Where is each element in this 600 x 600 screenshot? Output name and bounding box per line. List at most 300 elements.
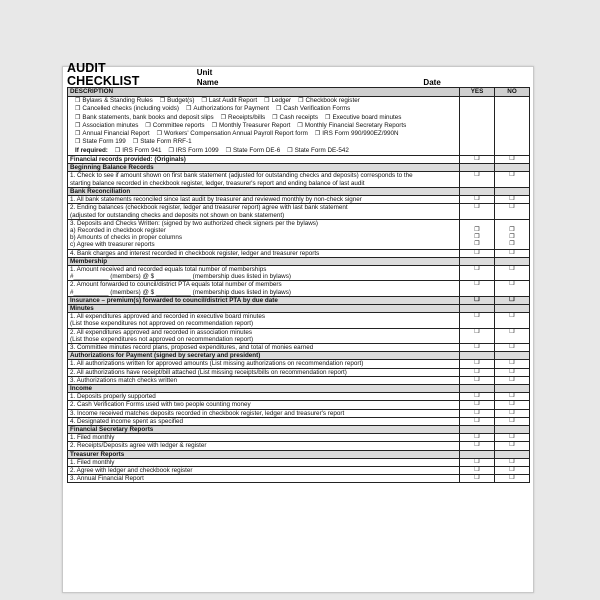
option-line <box>70 105 457 113</box>
checkbox-icon[interactable]: ❐ <box>272 114 278 121</box>
no-checkbox-icon[interactable]: ❐ <box>509 226 515 233</box>
checklist-row <box>68 368 530 376</box>
document-option[interactable] <box>201 97 257 104</box>
checklist-item-text <box>68 249 460 257</box>
no-cell <box>495 343 530 351</box>
item-line: 3. Committee minutes record plans, proposed expenditures, and total of monies earned <box>70 343 314 351</box>
item-line: 1. All expenditures approved and recorded in executive board minutes <box>70 313 265 321</box>
no-cell <box>495 328 530 343</box>
no-checkbox-icon[interactable]: ❐ <box>509 417 515 424</box>
no-checkbox-icon[interactable]: ❐ <box>509 234 515 241</box>
item-line: 3. Annual Financial Report <box>70 475 144 483</box>
item-line: (List those expenditures not approved on recommendation report) <box>70 335 254 343</box>
item-line: c) Agree with treasurer reports <box>70 241 155 249</box>
yes-cell <box>460 417 495 425</box>
item-line: Financial records provided: (Originals) <box>70 156 186 164</box>
no-checkbox-icon[interactable]: ❐ <box>509 265 515 272</box>
yes-cell <box>460 196 495 204</box>
option-label: Ledger <box>271 97 292 104</box>
checklist-item-text <box>68 204 460 219</box>
no-cell <box>495 458 530 466</box>
checkbox-icon[interactable]: ❐ <box>75 98 81 104</box>
document-option[interactable] <box>157 130 308 137</box>
required-form-option[interactable] <box>115 147 162 154</box>
checkbox-icon[interactable]: ❐ <box>114 147 121 154</box>
option-label: State Form RRF-1 <box>140 138 192 146</box>
no-checkbox-icon[interactable]: ❐ <box>509 376 515 383</box>
checkbox-icon[interactable]: ❐ <box>168 147 174 154</box>
section-title <box>68 187 460 195</box>
option-label: State Form DE-542 <box>294 146 349 154</box>
checkbox-icon[interactable]: ❐ <box>314 131 321 138</box>
yes-checkbox-icon[interactable]: ❐ <box>474 265 480 272</box>
section-header-row <box>68 187 530 195</box>
no-cell <box>495 475 530 483</box>
section-title <box>68 304 460 312</box>
no-checkbox-icon[interactable]: ❐ <box>509 368 515 375</box>
checklist-item-text <box>68 196 460 204</box>
checkbox-icon[interactable]: ❐ <box>201 98 207 104</box>
audit-checklist-sheet <box>62 61 534 593</box>
checklist-item-text <box>68 360 460 368</box>
item-line: a) Recorded in checkbook register <box>70 226 166 234</box>
spacer <box>497 320 527 327</box>
yes-cell <box>460 368 495 376</box>
option-line <box>70 97 457 105</box>
no-checkbox-icon[interactable]: ❐ <box>509 328 515 335</box>
section-title <box>68 296 460 304</box>
no-cell <box>495 156 530 164</box>
document-option[interactable] <box>221 114 266 121</box>
checklist-row <box>68 313 530 328</box>
option-line <box>70 130 457 138</box>
no-checkbox-icon[interactable]: ❐ <box>509 249 515 256</box>
yes-checkbox-icon[interactable]: ❐ <box>474 196 480 203</box>
section-header-row <box>68 384 530 392</box>
no-checkbox-icon[interactable]: ❐ <box>509 204 515 211</box>
no-cell <box>495 196 530 204</box>
option-label: Cash receipts <box>279 113 319 121</box>
checkbox-icon[interactable]: ❐ <box>159 98 166 104</box>
document-option[interactable] <box>75 97 153 104</box>
no-checkbox-icon[interactable]: ❐ <box>509 196 515 203</box>
checkbox-icon[interactable]: ❐ <box>186 106 192 113</box>
yes-checkbox-icon[interactable]: ❐ <box>474 368 480 375</box>
checklist-row <box>68 204 530 219</box>
option-label: IRS Form 941 <box>122 146 162 154</box>
spacer <box>497 212 527 219</box>
yes-cell <box>460 296 495 304</box>
no-checkbox-icon[interactable]: ❐ <box>509 296 515 303</box>
checkbox-icon[interactable]: ❐ <box>225 147 231 154</box>
no-checkbox-icon[interactable]: ❐ <box>509 467 515 473</box>
required-form-option[interactable] <box>287 147 349 154</box>
no-checkbox-icon[interactable]: ❐ <box>509 401 515 408</box>
option-label: Bylaws & Standing Rules <box>82 97 153 104</box>
checkbox-icon[interactable]: ❐ <box>211 122 217 129</box>
no-checkbox-icon[interactable]: ❐ <box>509 241 515 248</box>
no-checkbox-icon[interactable]: ❐ <box>509 434 515 441</box>
option-label: Checkbook register <box>305 97 360 104</box>
document-option[interactable] <box>298 97 360 104</box>
yes-cell <box>460 425 495 433</box>
no-cell <box>495 304 530 312</box>
no-checkbox-icon[interactable]: ❐ <box>509 172 515 179</box>
document-option[interactable] <box>212 122 291 129</box>
option-label: IRS Form 990/990EZ/990N <box>322 130 399 138</box>
spacer <box>462 180 492 187</box>
checkbox-icon[interactable]: ❐ <box>75 114 81 121</box>
document-option[interactable] <box>75 130 150 137</box>
no-cell <box>495 249 530 257</box>
checklist-row <box>68 401 530 409</box>
checklist-item-text <box>68 467 460 475</box>
checklist-row <box>68 393 530 401</box>
option-label: Cancelled checks (including voids) <box>82 105 179 113</box>
checklist-item-text <box>68 442 460 450</box>
item-line: 3. Income received matches deposits recorded in checkbook register, ledger and treasurer's report <box>70 409 345 417</box>
section-title <box>68 425 460 433</box>
yes-cell <box>460 475 495 483</box>
yes-cell <box>460 434 495 442</box>
spacer <box>462 336 492 343</box>
yes-cell <box>460 257 495 265</box>
yes-checkbox-icon[interactable]: ❐ <box>474 360 480 367</box>
no-cell <box>495 368 530 376</box>
no-cell <box>495 434 530 442</box>
yes-checkbox-icon[interactable]: ❐ <box>474 281 480 288</box>
checkbox-icon[interactable]: ❐ <box>297 122 303 129</box>
yes-cell <box>460 328 495 343</box>
checkbox-icon[interactable]: ❐ <box>75 139 81 146</box>
document-option[interactable] <box>145 122 204 129</box>
yes-checkbox-icon[interactable]: ❐ <box>474 204 480 211</box>
checklist-item-text <box>68 281 460 296</box>
yes-checkbox-icon[interactable]: ❐ <box>474 376 480 383</box>
section-header-row <box>68 304 530 312</box>
checkbox-icon[interactable]: ❐ <box>132 139 139 146</box>
document-option[interactable] <box>315 130 399 137</box>
option-label: State Form 199 <box>82 138 126 146</box>
yes-checkbox-icon[interactable]: ❐ <box>474 226 480 233</box>
no-column-header: NO <box>495 88 530 97</box>
yes-cell <box>460 360 495 368</box>
no-checkbox-icon[interactable]: ❐ <box>509 313 515 320</box>
yes-cell <box>460 172 495 187</box>
item-line: 1. Filed monthly <box>70 434 115 442</box>
yes-checkbox-icon[interactable]: ❐ <box>474 249 480 256</box>
no-cell <box>495 384 530 392</box>
yes-cell <box>460 343 495 351</box>
item-line: 1. Check to see if amount shown on first bank statement (adjusted for outstanding checks and deposits) corresponds to the <box>70 172 413 180</box>
item-line: 4. Bank charges and interest recorded in checkbook register, ledger and treasurer reports <box>70 249 320 257</box>
checkbox-icon[interactable]: ❐ <box>75 106 81 113</box>
section-header-row <box>68 296 530 304</box>
no-checkbox-icon[interactable]: ❐ <box>509 442 515 449</box>
checklist-header <box>67 61 529 88</box>
item-line: 2. Ending balances (checkbook register, ledger and treasurer report) agree with last bank statement <box>70 204 348 212</box>
section-title <box>68 164 460 172</box>
yes-cell <box>460 376 495 384</box>
item-line: 1. All bank statements reconciled since last audit by treasurer and reviewed monthly by non-check signer <box>70 196 362 204</box>
checklist-item-text <box>68 376 460 384</box>
section-header-row <box>68 450 530 458</box>
table-header-row <box>68 88 530 97</box>
option-label: IRS Form 1099 <box>175 146 219 154</box>
option-line <box>70 138 457 146</box>
item-line: 1. Deposits properly supported <box>70 393 156 401</box>
yes-checkbox-icon[interactable]: ❐ <box>474 328 480 335</box>
checklist-item-text <box>68 313 460 328</box>
yes-checkbox-icon[interactable]: ❐ <box>474 467 480 473</box>
description-options <box>68 97 460 156</box>
yes-cell <box>460 450 495 458</box>
item-line: b) Amounts of checks in proper columns <box>70 234 182 242</box>
checklist-item-text <box>68 343 460 351</box>
item-line: 4. Designated income spent as specified <box>70 417 184 425</box>
yes-checkbox-icon[interactable]: ❐ <box>474 313 480 320</box>
checklist-item-text <box>68 393 460 401</box>
checklist-row <box>68 281 530 296</box>
no-checkbox-icon[interactable]: ❐ <box>509 393 515 400</box>
no-cell-empty <box>495 97 530 156</box>
item-line: 2. All authorizations have receipt/bill attached (List missing receipts/bills on recommendation report) <box>70 368 347 376</box>
no-cell <box>495 442 530 450</box>
yes-checkbox-icon[interactable]: ❐ <box>474 172 480 179</box>
document-option[interactable] <box>264 97 291 104</box>
yes-cell <box>460 409 495 417</box>
no-cell <box>495 281 530 296</box>
item-line: 1. All authorizations written for approved amounts (List missing authorizations on recommendation report) <box>70 360 364 368</box>
item-line: Minutes <box>70 304 94 312</box>
no-checkbox-icon[interactable]: ❐ <box>509 409 515 416</box>
checkbox-icon[interactable]: ❐ <box>75 122 81 129</box>
no-cell <box>495 425 530 433</box>
document-option[interactable] <box>133 138 192 145</box>
yes-checkbox-icon[interactable]: ❐ <box>474 401 480 408</box>
checklist-item-text <box>68 475 460 483</box>
checklist-row <box>68 376 530 384</box>
option-label: Executive board minutes <box>332 113 402 121</box>
checklist-item-text <box>68 401 460 409</box>
item-line: 3. Authorizations match checks written <box>70 376 178 384</box>
date-label: Date <box>423 78 441 87</box>
description-options-row <box>68 97 530 156</box>
checklist-row <box>68 442 530 450</box>
no-cell <box>495 450 530 458</box>
required-form-option[interactable] <box>226 147 281 154</box>
checkbox-icon[interactable]: ❐ <box>287 147 293 154</box>
spacer <box>497 180 527 187</box>
spacer <box>462 212 492 219</box>
checklist-row <box>68 475 530 483</box>
yes-checkbox-icon[interactable]: ❐ <box>474 442 480 449</box>
no-checkbox-icon[interactable]: ❐ <box>509 343 515 350</box>
checkbox-icon[interactable]: ❐ <box>145 122 151 129</box>
no-checkbox-icon[interactable]: ❐ <box>509 281 515 288</box>
document-option[interactable] <box>75 105 179 112</box>
document-option[interactable] <box>325 114 401 121</box>
checklist-item-text <box>68 434 460 442</box>
item-line: Income <box>70 384 93 392</box>
yes-cell-empty <box>460 97 495 156</box>
yes-checkbox-icon[interactable]: ❐ <box>474 458 480 465</box>
option-label: Last Audit Report <box>208 97 258 104</box>
no-checkbox-icon[interactable]: ❐ <box>509 458 515 465</box>
yes-cell <box>460 265 495 280</box>
checklist-item-text <box>68 265 460 280</box>
spacer <box>497 336 527 343</box>
item-line: 2. All expenditures approved and recorded in association minutes <box>70 328 253 336</box>
yes-checkbox-icon[interactable]: ❐ <box>474 234 480 241</box>
spacer <box>497 220 527 227</box>
spacer <box>462 220 492 227</box>
option-label: Workers' Compensation Annual Payroll Report form <box>164 130 308 138</box>
no-checkbox-icon[interactable]: ❐ <box>509 156 515 163</box>
no-checkbox-icon[interactable]: ❐ <box>509 475 515 482</box>
item-line: 1. Filed monthly <box>70 458 115 466</box>
checklist-item-text <box>68 417 460 425</box>
no-cell <box>495 187 530 195</box>
yes-cell <box>460 458 495 466</box>
yes-cell <box>460 204 495 219</box>
option-label: Monthly Treasurer Report <box>218 121 291 129</box>
checkbox-icon[interactable]: ❐ <box>156 131 162 138</box>
item-line: (List those expenditures not approved on recommendation report) <box>70 320 254 328</box>
yes-cell <box>460 249 495 257</box>
document-option[interactable] <box>75 138 126 145</box>
no-cell <box>495 360 530 368</box>
document-option[interactable] <box>160 97 195 104</box>
checkbox-icon[interactable]: ❐ <box>325 114 331 121</box>
checklist-item-text <box>68 458 460 466</box>
yes-checkbox-icon[interactable]: ❐ <box>474 417 480 424</box>
option-label: Association minutes <box>82 121 139 129</box>
item-line: #__________ (members) @ $ __________ (membership dues listed in bylaws) <box>70 288 291 296</box>
yes-checkbox-icon[interactable]: ❐ <box>474 343 480 350</box>
no-cell <box>495 172 530 187</box>
checklist-row <box>68 467 530 475</box>
item-line: Insurance – premium(s) forwarded to council/district PTA by due date <box>70 296 278 304</box>
item-line: (adjusted for outstanding checks and deposits not shown on bank statement) <box>70 211 285 219</box>
item-line: starting balance recorded in checkbook register, ledger, treasurer's report and ending balance of last audit <box>70 179 365 187</box>
section-header-row <box>68 164 530 172</box>
checkbox-icon[interactable]: ❐ <box>264 98 270 104</box>
no-cell <box>495 409 530 417</box>
checklist-item-text <box>68 368 460 376</box>
checklist-row <box>68 360 530 368</box>
no-checkbox-icon[interactable]: ❐ <box>509 360 515 367</box>
no-cell <box>495 265 530 280</box>
item-line: Bank Reconciliation <box>70 187 131 195</box>
checklist-item-text <box>68 156 460 164</box>
section-title <box>68 450 460 458</box>
yes-cell <box>460 352 495 360</box>
checklist-item-text <box>68 219 460 249</box>
checklist-row <box>68 343 530 351</box>
spacer <box>462 273 492 280</box>
checklist-row <box>68 196 530 204</box>
yes-cell <box>460 467 495 475</box>
document-option[interactable] <box>186 105 269 112</box>
checkbox-icon[interactable]: ❐ <box>298 98 304 104</box>
spacer <box>497 289 527 296</box>
if-required-label: If required: <box>75 146 108 154</box>
checklist-row <box>68 156 530 164</box>
item-line: Authorizations for Payment (signed by secretary and president) <box>70 352 261 360</box>
item-line: Financial Secretary Reports <box>70 425 154 433</box>
checklist-row <box>68 409 530 417</box>
document-option[interactable] <box>297 122 406 129</box>
yes-cell <box>460 401 495 409</box>
document-option[interactable] <box>272 114 318 121</box>
section-title <box>68 352 460 360</box>
checkbox-icon[interactable]: ❐ <box>220 114 227 121</box>
document-option[interactable] <box>75 122 138 129</box>
checkbox-icon[interactable]: ❐ <box>75 131 81 138</box>
checklist-row <box>68 265 530 280</box>
checklist-item-text <box>68 328 460 343</box>
yes-checkbox-icon[interactable]: ❐ <box>474 434 480 441</box>
yes-column-header: YES <box>460 88 495 97</box>
yes-checkbox-icon[interactable]: ❐ <box>474 156 480 163</box>
item-line: 1. Amount received and recorded equals total number of memberships <box>70 265 267 273</box>
item-line: 2. Agree with ledger and checkbook register <box>70 467 193 474</box>
yes-cell <box>460 164 495 172</box>
checklist-item-text <box>68 409 460 417</box>
yes-checkbox-icon[interactable]: ❐ <box>474 296 480 303</box>
no-cell <box>495 257 530 265</box>
no-cell <box>495 204 530 219</box>
no-cell <box>495 219 530 249</box>
no-cell <box>495 467 530 475</box>
yes-cell <box>460 393 495 401</box>
item-line: 2. Receipts/Deposits agree with ledger & register <box>70 442 207 450</box>
no-cell <box>495 164 530 172</box>
no-cell <box>495 296 530 304</box>
item-line: Treasurer Reports <box>70 450 125 458</box>
yes-cell <box>460 313 495 328</box>
section-title <box>68 257 460 265</box>
spacer <box>462 320 492 327</box>
checklist-row <box>68 417 530 425</box>
no-cell <box>495 417 530 425</box>
yes-checkbox-icon[interactable]: ❐ <box>474 475 480 482</box>
option-line <box>70 122 457 130</box>
yes-cell <box>460 156 495 164</box>
yes-checkbox-icon[interactable]: ❐ <box>474 393 480 400</box>
unit-name-label: Unit Name <box>196 68 219 87</box>
document-option[interactable] <box>276 105 350 112</box>
no-cell <box>495 401 530 409</box>
no-cell <box>495 352 530 360</box>
no-cell <box>495 313 530 328</box>
option-label: Cash Verification Forms <box>283 105 351 113</box>
required-form-option[interactable] <box>168 147 218 154</box>
checkbox-icon[interactable]: ❐ <box>276 106 282 113</box>
if-required-line <box>70 147 457 155</box>
yes-checkbox-icon[interactable]: ❐ <box>474 409 480 416</box>
option-label: Receipts/bills <box>228 113 266 121</box>
item-line: Membership <box>70 257 108 265</box>
yes-checkbox-icon[interactable]: ❐ <box>474 241 480 248</box>
yes-cell <box>460 219 495 249</box>
checklist-table <box>67 87 530 483</box>
yes-cell <box>460 281 495 296</box>
document-option[interactable] <box>75 114 214 121</box>
checklist-row <box>68 249 530 257</box>
checklist-row <box>68 434 530 442</box>
